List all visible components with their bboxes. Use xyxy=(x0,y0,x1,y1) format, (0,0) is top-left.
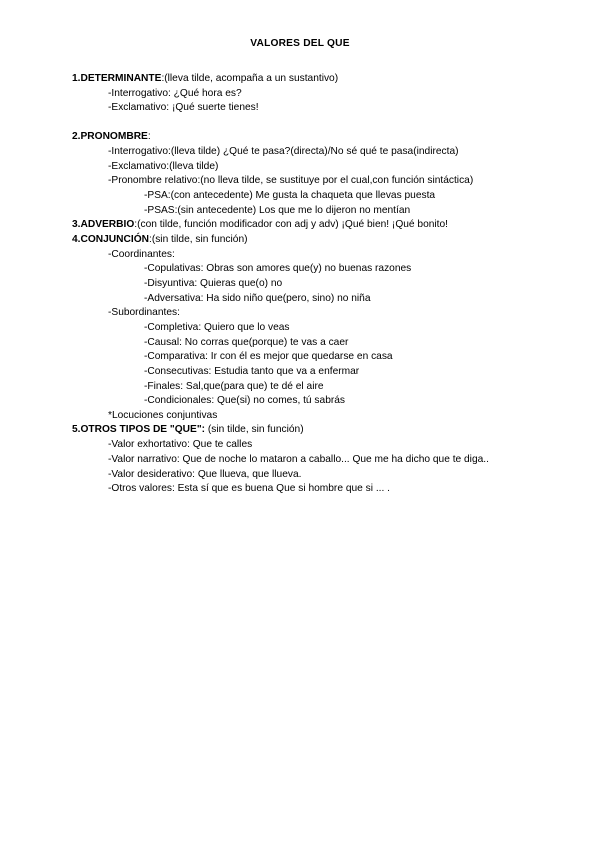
subordinantes-label: -Subordinantes: xyxy=(108,307,180,318)
section-heading: 2.PRONOMBRE xyxy=(72,131,148,142)
sub-list-item: -Adversativa: Ha sido niño que(pero, sino) no niña xyxy=(144,293,371,304)
locuciones-note: *Locuciones conjuntivas xyxy=(108,410,218,421)
section-description: (sin tilde, sin función) xyxy=(205,424,304,435)
section-description: :(lleva tilde, acompaña a un sustantivo) xyxy=(161,73,339,84)
section-conjuncion xyxy=(72,233,248,246)
sub-list-item: -Finales: Sal,que(para que) te dé el aire xyxy=(144,381,324,392)
section-description: : xyxy=(147,131,151,142)
sub-list-item: -Consecutivas: Estudia tanto que va a enfermar xyxy=(144,366,360,377)
section-heading: 1.DETERMINANTE xyxy=(72,73,162,84)
sub-list-item: -Comparativa: Ir con él es mejor que quedarse en casa xyxy=(144,351,393,362)
section-heading: 3.ADVERBIO xyxy=(72,219,135,230)
section-description: :(sin tilde, sin función) xyxy=(148,234,248,245)
list-item: -Valor exhortativo: Que te calles xyxy=(108,439,253,450)
sub-list-item: -Causal: No corras que(porque) te vas a caer xyxy=(144,337,349,348)
coordinantes-label: -Coordinantes: xyxy=(108,249,175,260)
section-description: :(con tilde, función modificador con adj y adv) ¡Qué bien! ¡Qué bonito! xyxy=(134,219,448,230)
sub-list-item: -Disyuntiva: Quieras que(o) no xyxy=(144,278,283,289)
section-heading: 5.OTROS TIPOS DE "QUE": xyxy=(72,424,206,435)
list-item: -Valor desiderativo: Que llueva, que llueva. xyxy=(108,469,302,480)
sub-list-item: -Copulativas: Obras son amores que(y) no buenas razones xyxy=(144,263,412,274)
list-item: -Interrogativo: ¿Qué hora es? xyxy=(108,88,242,99)
section-pronombre xyxy=(72,130,151,143)
section-heading: 4.CONJUNCIÓN xyxy=(72,234,149,245)
sub-list-item: -Condicionales: Que(si) no comes, tú sabrás xyxy=(144,395,346,406)
list-item: -Exclamativo:(lleva tilde) xyxy=(108,161,219,172)
list-item: -Interrogativo:(lleva tilde) ¿Qué te pasa?(directa)/No sé qué te pasa(indirecta) xyxy=(108,146,459,157)
sub-list-item: -PSAS:(sin antecedente) Los que me lo dijeron no mentían xyxy=(144,205,411,216)
sub-list-item: -PSA:(con antecedente) Me gusta la chaqueta que llevas puesta xyxy=(144,190,436,201)
document-title: VALORES DEL QUE xyxy=(250,38,350,49)
list-item: -Valor narrativo: Que de noche lo mataron a caballo... Que me ha dicho que te diga.. xyxy=(108,454,489,465)
sub-list-item: -Completiva: Quiero que lo veas xyxy=(144,322,290,333)
section-otros-tipos xyxy=(72,423,304,436)
section-determinante xyxy=(72,72,338,85)
list-item: -Otros valores: Esta sí que es buena Que si hombre que si ... . xyxy=(108,483,390,494)
list-item: -Exclamativo: ¡Qué suerte tienes! xyxy=(108,102,259,113)
list-item: -Pronombre relativo:(no lleva tilde, se sustituye por el cual,con función sintáctica) xyxy=(108,175,474,186)
section-adverbio xyxy=(72,218,448,231)
